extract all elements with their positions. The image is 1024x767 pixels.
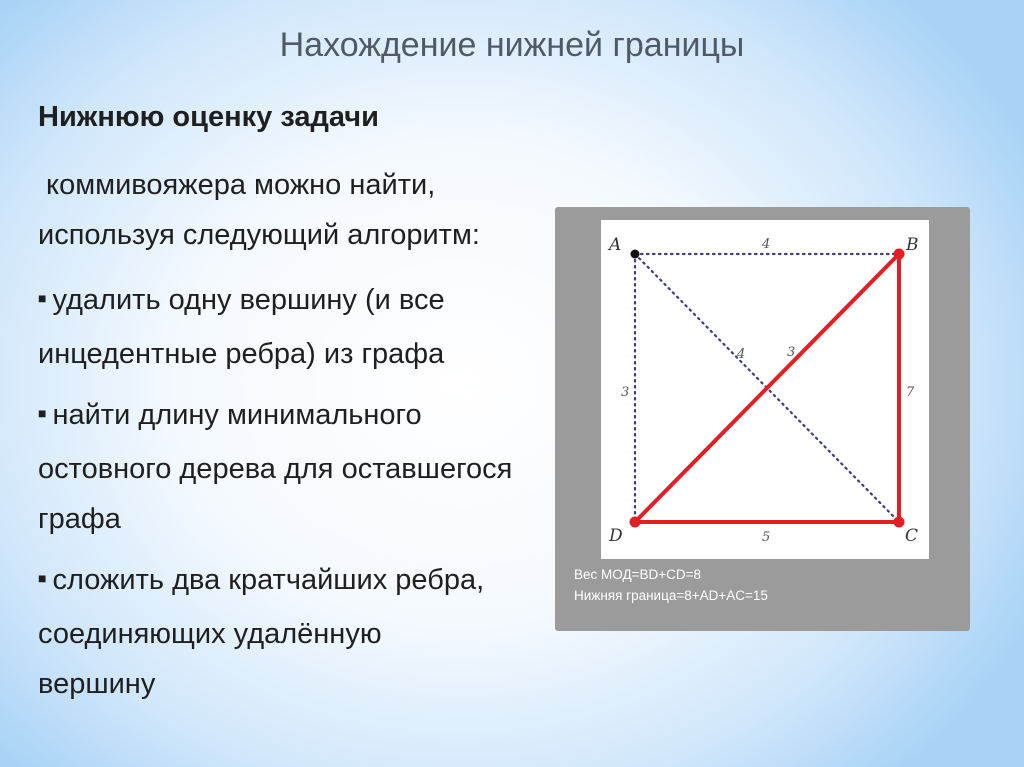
vertex-d — [630, 517, 641, 528]
bullet-text: найти длину минимального — [52, 399, 422, 431]
bullet-item-2-line-3: графа — [38, 503, 121, 535]
bullet-marker: ■ — [38, 290, 47, 306]
weight-label-bd: 3 — [787, 345, 796, 360]
graph-panel — [555, 207, 970, 631]
weight-label-cd: 5 — [762, 530, 771, 545]
bullet-item-2-line-1 — [38, 390, 512, 444]
bullet-item-3-line-2: соединяющих удалённую — [38, 618, 382, 650]
intro-line-2: используя следующий алгоритм: — [38, 219, 480, 251]
weight-label-bc: 7 — [906, 385, 915, 400]
bullet-item-3-line-3: вершину — [38, 668, 156, 700]
bullet-item-2-line-2: остовного дерева для оставшегося — [38, 453, 513, 485]
bullet-text: удалить одну вершину (и все — [52, 284, 445, 316]
vertex-label-c: C — [905, 526, 919, 546]
bullet-marker: ■ — [38, 570, 47, 586]
vertex-label-d: D — [609, 526, 623, 546]
vertex-b — [894, 249, 905, 260]
bullet-text: сложить два кратчайших ребра, — [52, 564, 485, 596]
bullet-marker: ■ — [38, 405, 47, 421]
intro-line-1: коммивояжера можно найти, — [38, 169, 436, 201]
bullet-item-1-line-2: инцедентные ребра) из графа — [38, 338, 445, 370]
caption-mst-weight: Вес МОД=BD+CD=8 — [574, 567, 702, 582]
bullet-item-1 — [38, 275, 445, 379]
bullet-item-3-line-1 — [38, 555, 484, 609]
bullet-item-3 — [38, 555, 484, 709]
bullet-item-1-line-1 — [38, 275, 445, 329]
vertex-label-a: A — [609, 235, 622, 255]
weight-label-ab: 4 — [762, 237, 771, 252]
graph-figure — [601, 220, 929, 559]
graph-diagram — [601, 220, 929, 559]
weight-label-ac: 4 — [737, 347, 746, 362]
slide-title: Нахождение нижней границы — [279, 26, 745, 64]
vertex-label-b: B — [906, 235, 919, 255]
slide-heading: Нижнюю оценку задачи — [38, 101, 379, 133]
bullet-item-2 — [38, 390, 512, 544]
weight-label-ad: 3 — [621, 385, 630, 400]
caption-lower-bound: Нижняя граница=8+AD+AC=15 — [574, 588, 768, 603]
vertex-c — [894, 517, 905, 528]
intro-paragraph — [38, 160, 480, 260]
vertex-a — [631, 250, 640, 259]
